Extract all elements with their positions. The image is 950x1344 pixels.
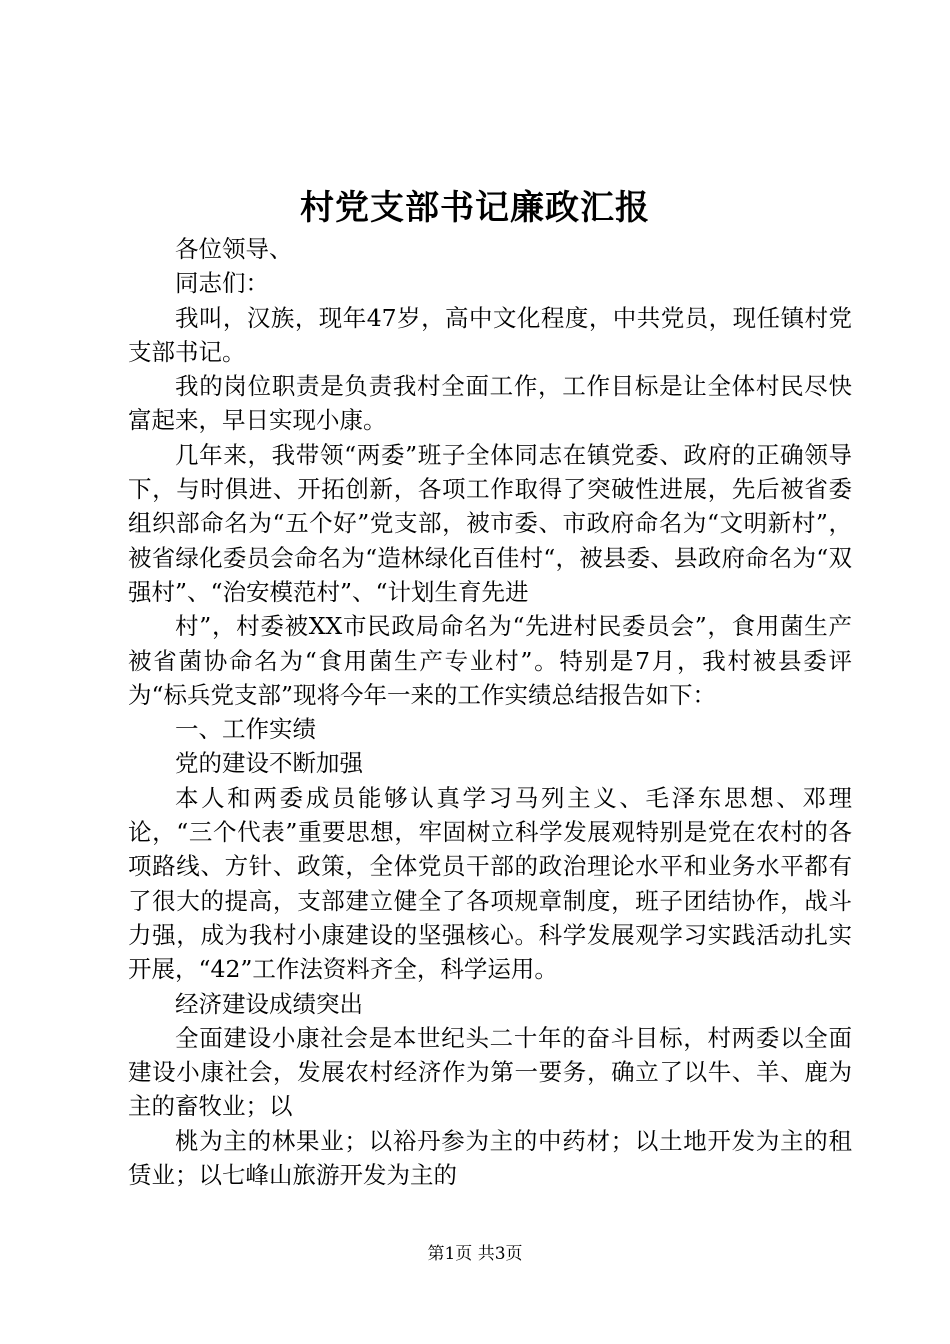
paragraph-introduction: 我叫，汉族，现年47岁，高中文化程度，中共党员，现任镇村党支部书记。 [128,303,852,366]
salutation-line-1: 各位领导、 [175,235,293,263]
paragraph-economic-industries: 桃为主的林果业；以裕丹参为主的中药材；以土地开发为主的租赁业；以七峰山旅游开发为主的 [128,1126,852,1190]
subheading-economic-construction: 经济建设成绩突出 [175,989,363,1018]
paragraph-duties: 我的岗位职责是负责我村全面工作，工作目标是让全体村民尽快富起来，早日实现小康。 [128,372,852,435]
paragraph-honors: 几年来，我带领“两委”班子全体同志在镇党委、政府的正确领导下，与时俱进、开拓创新，各项工作取得了突破性进展，先后被省委组织部命名为“五个好”党支部，被市委、市政府命名为“文明新村”，被省绿化委员会命名为“造林绿化百佳村“，被县委、县政府命名为“双强村”、“治安模范村”、“计划生育先进 [128,440,852,606]
document-body [128,232,852,1192]
paragraph-honors-continued: 村”，村委被XX市民政局命名为“先进村民委员会”，食用菌生产被省菌协命名为“食用菌生产专业村”。特别是7月，我村被县委评为“标兵党支部”现将今年一来的工作实绩总结报告如下： [128,612,852,709]
document-title: 村党支部书记廉政汇报 [300,188,650,228]
paragraph-party-building: 本人和两委成员能够认真学习马列主义、毛泽东思想、邓理论，“三个代表”重要思想，牢固树立科学发展观特别是党在农村的各项路线、方针、政策，全体党员干部的政治理论水平和业务水平都有了很大的提高，支部建立健全了各项规章制度，班子团结协作，战斗力强，成为我村小康建设的坚强核心。科学发展观学习实践活动扎实开展，“42”工作法资料齐全，科学运用。 [128,783,852,984]
section-heading-achievements: 一、工作实绩 [175,715,316,744]
subheading-party-building: 党的建设不断加强 [175,749,363,778]
page-number-footer: 第1页 共3页 [427,1244,523,1264]
salutation-line-2: 同志们： [175,269,269,298]
paragraph-economic-goals: 全面建设小康社会是本世纪头二十年的奋斗目标，村两委以全面建设小康社会，发展农村经济作为第一要务，确立了以牛、羊、鹿为主的畜牧业；以 [128,1023,852,1121]
